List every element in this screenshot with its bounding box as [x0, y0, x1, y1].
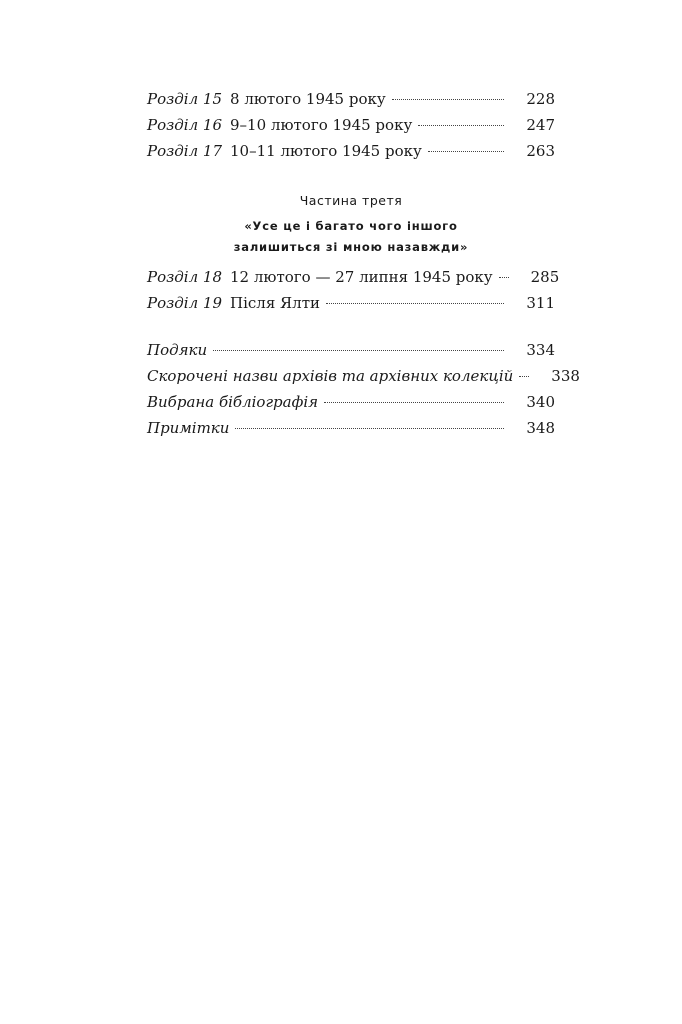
toc-entry-notes[interactable]: [147, 415, 555, 441]
toc-entry-chapter-16[interactable]: [147, 112, 555, 138]
chapter-number: Розділ 19: [147, 294, 223, 312]
toc-group-part3: [147, 264, 560, 316]
toc-entry-chapter-19[interactable]: [147, 290, 555, 316]
page-number: 247: [526, 116, 555, 134]
part-title: [147, 216, 555, 258]
dot-leader: [324, 402, 504, 403]
page-number: 311: [526, 294, 555, 312]
chapter-number: Розділ 16: [147, 116, 223, 134]
chapter-title: Після Ялти: [230, 294, 320, 312]
part-title-line-2: залишиться зі мною назавжди»: [233, 240, 469, 254]
dot-leader: [392, 99, 505, 100]
chapter-title: 8 лютого 1945 року: [230, 90, 386, 108]
part-heading: Частина третя: [299, 193, 403, 208]
table-of-contents: [147, 86, 580, 441]
toc-group-back-matter: [147, 337, 580, 441]
page-number: 338: [551, 367, 580, 385]
toc-entry-chapter-15[interactable]: [147, 86, 555, 112]
part-title-line-1: «Усе це і багато чого іншого: [244, 219, 458, 233]
chapter-title: 12 лютого — 27 липня 1945 року: [230, 268, 493, 286]
toc-entry-chapter-17[interactable]: [147, 138, 555, 164]
entry-title: Вибрана бібліографія: [147, 393, 319, 411]
dot-leader: [428, 151, 505, 152]
section-spacer: [147, 316, 555, 337]
chapter-number: Розділ 15: [147, 90, 223, 108]
toc-entry-acknowledgements[interactable]: [147, 337, 555, 363]
dot-leader: [418, 125, 504, 126]
chapter-number: Розділ 18: [147, 268, 223, 286]
page-number: 228: [526, 90, 555, 108]
toc-group-part2: [147, 86, 555, 164]
chapter-title: 10–11 лютого 1945 року: [230, 142, 422, 160]
page-number: 348: [526, 419, 555, 437]
dot-leader: [213, 350, 504, 351]
page-number: 340: [526, 393, 555, 411]
page-number: 334: [526, 341, 555, 359]
page-number: 285: [530, 268, 560, 286]
page-number: 263: [526, 142, 555, 160]
dot-leader: [326, 303, 504, 304]
chapter-title: 9–10 лютого 1945 року: [230, 116, 413, 134]
chapter-number: Розділ 17: [147, 142, 223, 160]
dot-leader: [519, 376, 529, 377]
dot-leader: [235, 428, 504, 429]
entry-title: Примітки: [147, 419, 230, 437]
toc-entry-archive-abbreviations[interactable]: [147, 363, 580, 389]
dot-leader: [499, 277, 509, 278]
toc-entry-bibliography[interactable]: [147, 389, 555, 415]
entry-title: Скорочені назви архівів та архівних колекцій: [147, 367, 514, 385]
toc-entry-chapter-18[interactable]: [147, 264, 560, 290]
entry-title: Подяки: [147, 341, 208, 359]
